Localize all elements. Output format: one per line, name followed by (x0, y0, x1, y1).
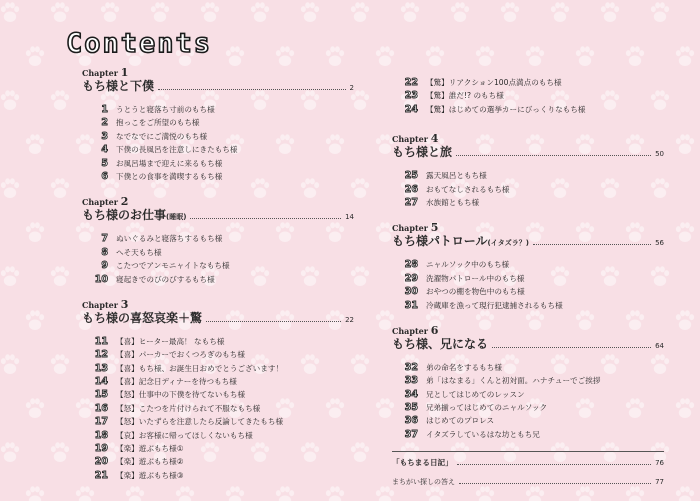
toc-entry[interactable] (94, 157, 354, 170)
entry-title: 【驚】誰だ!? のもち様 (426, 91, 504, 101)
paw-print-icon (326, 46, 344, 66)
toc-entry[interactable] (94, 103, 354, 116)
paw-print-icon (51, 354, 69, 374)
chapter-title-row[interactable] (392, 336, 664, 354)
toc-entry[interactable] (94, 348, 354, 361)
entry-title: はじめてのプロレス (426, 416, 495, 426)
paw-print-icon (51, 90, 69, 110)
entry-number: 18 (94, 429, 108, 441)
entry-title: おやつの棚を物色中のもち様 (426, 287, 525, 297)
toc-entry[interactable] (404, 258, 664, 271)
paw-print-icon (251, 2, 269, 22)
paw-print-icon (26, 486, 44, 501)
chapter-label: Chapter 3 (82, 297, 129, 311)
toc-entry[interactable] (404, 299, 664, 312)
paw-print-icon (501, 2, 519, 22)
entry-title: 【驚】はじめての選挙カーにびっくりなもち様 (426, 104, 586, 114)
toc-entry[interactable] (94, 170, 354, 183)
paw-print-icon (276, 486, 294, 501)
toc-entry[interactable] (94, 388, 354, 401)
toc-entry[interactable] (404, 196, 664, 209)
paw-print-icon (226, 46, 244, 66)
toc-entry[interactable] (404, 89, 664, 102)
entry-list (94, 103, 354, 183)
entry-title: 【怒】仕事中の下僕を待てないもち様 (116, 390, 246, 400)
toc-right-column (392, 76, 664, 491)
page-number: 77 (655, 478, 664, 487)
chapter-6 (392, 323, 664, 441)
entry-number: 33 (404, 375, 418, 387)
paw-print-icon (201, 2, 219, 22)
paw-print-icon (551, 2, 569, 22)
chapter-title: もち様、兄になる (392, 336, 489, 351)
toc-entry[interactable] (404, 169, 664, 182)
page-number: 50 (655, 150, 664, 159)
entry-title: こたつでアンモニャイトなもち様 (116, 261, 230, 271)
paw-print-icon (101, 2, 119, 22)
paw-print-icon (601, 2, 619, 22)
paw-print-icon (51, 2, 69, 22)
entry-number: 7 (101, 233, 108, 245)
toc-left-column (82, 66, 354, 482)
leader-dots (492, 347, 651, 348)
toc-entry[interactable] (404, 414, 664, 427)
chapter-2 (82, 197, 354, 286)
leader-dots (457, 464, 651, 465)
paw-print-icon (26, 222, 44, 242)
entry-title: おもてなしされるもち様 (426, 184, 510, 194)
entry-title: 水族館ともち様 (426, 197, 480, 207)
entry-title: 兄としてはじめてのレッスン (426, 389, 525, 399)
extra-entry-diary[interactable] (392, 457, 664, 471)
paw-print-icon (1, 2, 19, 22)
entry-title: 下僕の長風呂を注意しにきたもち様 (116, 145, 238, 155)
toc-entry[interactable] (94, 415, 354, 428)
toc-entry[interactable] (94, 429, 354, 442)
entry-title: お風呂場まで迎えに来るもち様 (116, 158, 223, 168)
toc-entry[interactable] (94, 469, 354, 482)
entry-title: 【喜】パーカーでおくつろぎのもち様 (116, 350, 245, 360)
toc-entry[interactable] (94, 259, 354, 272)
toc-entry[interactable] (94, 143, 354, 156)
toc-entry[interactable] (94, 362, 354, 375)
extra-entry-answers[interactable] (392, 477, 664, 491)
entry-number: 13 (94, 362, 108, 374)
chapter-1 (82, 68, 354, 183)
toc-entry[interactable] (404, 103, 664, 116)
paw-print-icon (676, 46, 694, 66)
leader-dots (190, 218, 341, 219)
toc-entry[interactable] (94, 335, 354, 348)
entry-number: 17 (94, 416, 108, 428)
entry-number: 3 (101, 130, 108, 142)
extra-title: 「もちまる日記」 (392, 458, 453, 468)
toc-entry[interactable] (94, 375, 354, 388)
leader-dots (206, 321, 341, 322)
entry-number: 28 (404, 259, 418, 271)
entry-number: 20 (94, 456, 108, 468)
chapter-title-row[interactable] (82, 310, 354, 328)
paw-print-icon (26, 310, 44, 330)
paw-print-icon (51, 442, 69, 462)
paw-print-icon (76, 486, 94, 501)
chapter-title: もち様と旅 (392, 145, 453, 160)
paw-print-icon (401, 2, 419, 22)
paw-print-icon (526, 46, 544, 66)
paw-print-icon (276, 46, 294, 66)
entry-list (404, 361, 664, 441)
entry-list-continued (404, 76, 664, 116)
paw-print-icon (476, 46, 494, 66)
chapter-subtitle: (イタズラ？) (487, 239, 529, 248)
toc-entry[interactable] (94, 246, 354, 259)
toc-entry[interactable] (94, 455, 354, 468)
leader-dots (533, 244, 651, 245)
entry-number: 15 (94, 389, 108, 401)
toc-entry[interactable] (404, 388, 664, 401)
paw-print-icon (26, 398, 44, 418)
paw-print-icon (1, 90, 19, 110)
entry-number: 12 (94, 349, 108, 361)
entry-number: 24 (404, 103, 418, 115)
chapter-title: もち様パトロール (392, 234, 488, 249)
page-number: 14 (345, 213, 354, 222)
paw-print-icon (26, 134, 44, 154)
chapter-title-row[interactable] (392, 233, 664, 251)
entry-number: 31 (404, 299, 418, 311)
leader-dots (456, 155, 651, 156)
paw-print-icon (51, 266, 69, 286)
entry-title: 【楽】遊ぶもち様② (116, 457, 184, 467)
entry-title: 洗濯物パトロール中のもち様 (426, 273, 525, 283)
paw-print-icon (226, 486, 244, 501)
entry-title: 【怒】こたつを片付けられて不服なもち様 (116, 403, 261, 413)
entry-number: 2 (101, 117, 108, 129)
paw-print-icon (1, 266, 19, 286)
entry-number: 16 (94, 402, 108, 414)
entry-number: 8 (101, 246, 108, 258)
toc-entry[interactable] (404, 361, 664, 374)
chapter-subtitle: (睡眠) (166, 213, 187, 222)
toc-entry[interactable] (404, 272, 664, 285)
chapter-label: Chapter 5 (392, 221, 439, 235)
chapter-title-row[interactable] (82, 207, 354, 225)
entry-number: 29 (404, 272, 418, 284)
entry-number: 11 (94, 335, 108, 347)
paw-print-icon (26, 46, 44, 66)
entry-title: 【哀】お客様に帰ってほしくないもち様 (116, 430, 253, 440)
entry-title: 下僕との食事を満喫するもち様 (116, 171, 223, 181)
chapter-3 (82, 297, 354, 482)
entry-title: 露天風呂ともち様 (426, 171, 487, 181)
entry-number: 37 (404, 428, 418, 440)
entry-number: 35 (404, 402, 418, 414)
leader-dots (158, 89, 346, 90)
entry-number: 27 (404, 196, 418, 208)
paw-print-icon (126, 486, 144, 501)
entry-title: 寝起きでのびのびするもち様 (116, 274, 215, 284)
entry-number: 30 (404, 286, 418, 298)
entry-number: 10 (94, 273, 108, 285)
chapter-title: もち様のお仕事 (82, 208, 167, 223)
chapter-title-row[interactable] (82, 78, 354, 96)
paw-print-icon (576, 46, 594, 66)
entry-title: 【喜】記念日ディナーを待つもち様 (116, 377, 237, 387)
chapter-label: Chapter 4 (392, 132, 439, 146)
entry-title: 抱っこをご所望のもち様 (116, 118, 200, 128)
toc-entry[interactable] (94, 273, 354, 286)
entry-number: 4 (101, 144, 108, 156)
entry-number: 5 (101, 157, 108, 169)
page-number: 2 (349, 84, 354, 92)
entry-title: 【楽】遊ぶもち様① (116, 444, 184, 454)
entry-title: なでなでにご満悦のもち様 (116, 131, 208, 141)
toc-entry[interactable] (94, 442, 354, 455)
paw-print-icon (651, 2, 669, 22)
entry-title: ニャルソック中のもち様 (426, 260, 510, 270)
paw-print-icon (676, 398, 694, 418)
toc-entry[interactable] (404, 428, 664, 441)
entry-number: 21 (94, 469, 108, 481)
chapter-title: もち様の喜怒哀楽＋驚 (82, 310, 203, 325)
paw-print-icon (51, 178, 69, 198)
entry-list (404, 258, 664, 312)
entry-number: 26 (404, 183, 418, 195)
paw-print-icon (301, 2, 319, 22)
entry-number: 25 (404, 170, 418, 182)
entry-title: 弟の命名をするもち様 (426, 362, 502, 372)
entry-number: 22 (404, 77, 418, 88)
chapter-title: もち様と下僕 (82, 79, 155, 93)
page-number: 64 (655, 341, 664, 350)
entry-number: 1 (101, 104, 108, 115)
paw-print-icon (451, 2, 469, 22)
chapter-5 (392, 223, 664, 312)
entry-title: 【楽】遊ぶもち様③ (116, 470, 184, 480)
entry-title: 【驚】リアクション100点満点のもち様 (426, 78, 562, 87)
page-number: 76 (655, 459, 664, 468)
toc-entry[interactable] (94, 402, 354, 415)
paw-print-icon (676, 222, 694, 242)
paw-print-icon (676, 486, 694, 501)
paw-print-icon (1, 442, 19, 462)
page-title: Contents (66, 28, 213, 59)
toc-entry[interactable] (94, 116, 354, 129)
toc-entry[interactable] (404, 285, 664, 298)
paw-print-icon (626, 46, 644, 66)
chapter-label: Chapter 6 (392, 323, 439, 337)
paw-print-icon (1, 354, 19, 374)
page-number: 56 (655, 239, 664, 248)
leader-dots (459, 483, 651, 484)
entry-number: 19 (94, 443, 108, 455)
entry-title: 【喜】もち様、お誕生日おめでとうございます！ (116, 363, 284, 373)
entry-title: 【喜】ヒーター最高！ なもち様 (116, 336, 225, 346)
entry-title: 弟「はなまる」くんと初対面。ハナチューでご挨拶 (426, 376, 601, 386)
paw-print-icon (1, 178, 19, 198)
entry-list (94, 335, 354, 482)
entry-list (94, 232, 354, 286)
entry-title: 冷蔵庫を漁って現行犯逮捕されるもち様 (426, 300, 563, 310)
entry-title: ぬいぐるみと寝落ちするもち様 (116, 234, 223, 244)
entry-title: 兄弟揃ってはじめてのニャルソック (426, 403, 548, 413)
entry-title: うとうと寝落ち寸前のもち様 (116, 105, 215, 114)
extra-title: まちがい探しの答え (392, 478, 455, 487)
entry-number: 6 (101, 170, 108, 182)
entry-list (404, 169, 664, 209)
paw-print-icon (676, 134, 694, 154)
paw-print-icon (176, 486, 194, 501)
entry-number: 34 (404, 388, 418, 400)
toc-entry[interactable] (94, 232, 354, 245)
toc-entry[interactable] (404, 374, 664, 387)
page-number: 22 (345, 315, 354, 324)
chapter-label: Chapter 2 (82, 195, 129, 209)
chapter-4 (392, 134, 664, 209)
paw-print-icon (326, 486, 344, 501)
paw-print-icon (376, 46, 394, 66)
entry-number: 9 (101, 260, 108, 272)
toc-entry[interactable] (94, 130, 354, 143)
paw-print-icon (151, 2, 169, 22)
entry-number: 32 (404, 361, 418, 373)
entry-number: 36 (404, 415, 418, 427)
paw-print-icon (351, 2, 369, 22)
chapter-label: Chapter 1 (82, 66, 129, 79)
entry-number: 23 (404, 90, 418, 102)
chapter-title-row[interactable] (392, 144, 664, 162)
paw-print-icon (676, 310, 694, 330)
paw-print-icon (426, 46, 444, 66)
entry-number: 14 (94, 376, 108, 388)
toc-entry[interactable] (404, 183, 664, 196)
entry-title: イタズラしているはな坊ともち兄 (426, 429, 540, 439)
toc-entry[interactable] (404, 76, 664, 89)
entry-title: へそ天もち様 (116, 247, 162, 257)
entry-title: 【怒】いたずらを注意したら反論してきたもち様 (116, 417, 284, 427)
section-divider (392, 451, 664, 452)
toc-entry[interactable] (404, 401, 664, 414)
